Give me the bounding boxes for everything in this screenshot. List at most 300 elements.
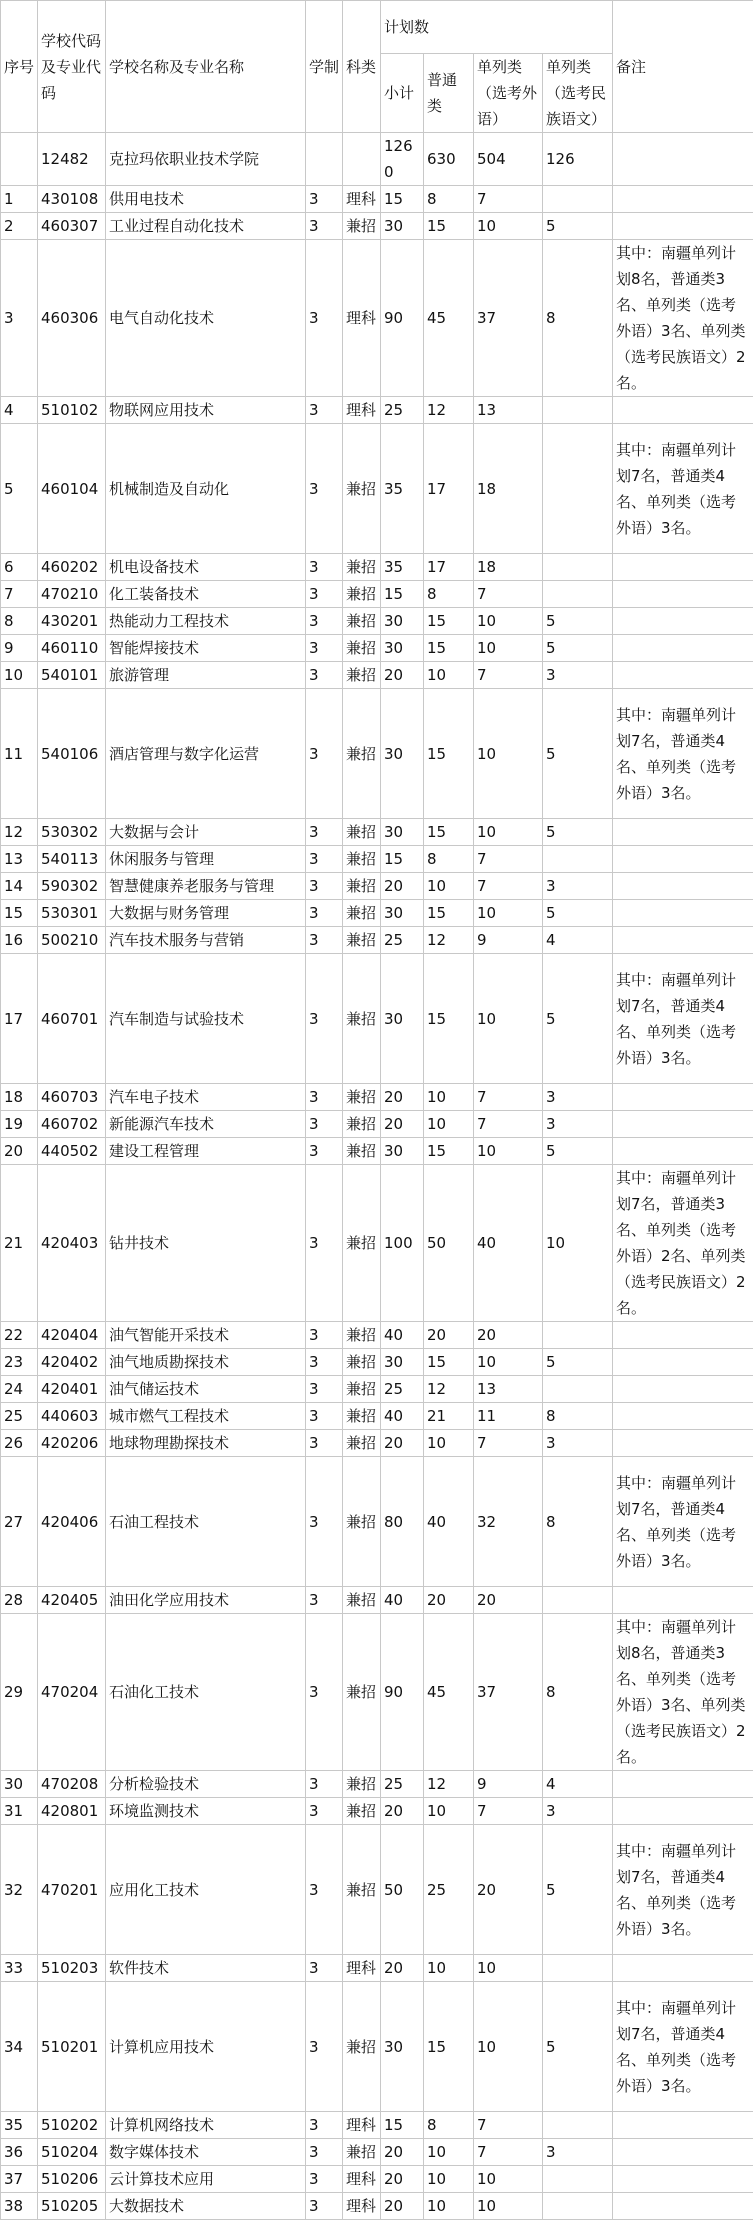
cell-subject: 兼招 [343, 1349, 381, 1376]
cell-remark [613, 819, 753, 846]
header-subject: 科类 [343, 1, 381, 133]
cell-general: 8 [424, 186, 474, 213]
cell-subtotal: 30 [381, 1349, 424, 1376]
cell-foreign: 7 [474, 1798, 543, 1825]
cell-code: 510205 [38, 2193, 106, 2220]
cell-foreign: 7 [474, 1111, 543, 1138]
cell-remark: 其中：南疆单列计划7名，普通类4名、单列类（选考外语）3名。 [613, 954, 753, 1084]
school-remark [613, 133, 753, 186]
table-row [1, 2139, 753, 2166]
cell-general: 15 [424, 954, 474, 1084]
cell-foreign: 7 [474, 1430, 543, 1457]
cell-subject: 兼招 [343, 1084, 381, 1111]
cell-subtotal: 20 [381, 2139, 424, 2166]
cell-foreign: 7 [474, 662, 543, 689]
header-general: 普通类 [424, 54, 474, 133]
cell-ethnic: 5 [543, 689, 613, 819]
cell-remark: 其中：南疆单列计划7名，普通类4名、单列类（选考外语）3名。 [613, 1825, 753, 1955]
cell-general: 12 [424, 1771, 474, 1798]
cell-duration: 3 [306, 927, 343, 954]
cell-duration: 3 [306, 1322, 343, 1349]
cell-ethnic: 3 [543, 1111, 613, 1138]
cell-code: 460702 [38, 1111, 106, 1138]
cell-name: 智慧健康养老服务与管理 [106, 873, 306, 900]
cell-name: 智能焊接技术 [106, 635, 306, 662]
table-row [1, 1587, 753, 1614]
cell-duration: 3 [306, 1165, 343, 1322]
cell-general: 15 [424, 1982, 474, 2112]
cell-code: 470201 [38, 1825, 106, 1955]
cell-subject: 兼招 [343, 846, 381, 873]
cell-ethnic: 5 [543, 635, 613, 662]
cell-foreign: 7 [474, 186, 543, 213]
table-row [1, 635, 753, 662]
table-row [1, 1322, 753, 1349]
table-row [1, 1349, 753, 1376]
cell-duration: 3 [306, 1614, 343, 1771]
cell-general: 8 [424, 846, 474, 873]
table-row [1, 608, 753, 635]
cell-general: 17 [424, 554, 474, 581]
cell-subject: 兼招 [343, 581, 381, 608]
cell-code: 510201 [38, 1982, 106, 2112]
cell-name: 油田化学应用技术 [106, 1587, 306, 1614]
cell-seq: 35 [1, 2112, 38, 2139]
header-plan: 计划数 [381, 1, 613, 54]
cell-name: 休闲服务与管理 [106, 846, 306, 873]
cell-ethnic: 5 [543, 900, 613, 927]
cell-remark [613, 662, 753, 689]
cell-duration: 3 [306, 581, 343, 608]
cell-ethnic: 5 [543, 819, 613, 846]
cell-duration: 3 [306, 1771, 343, 1798]
cell-remark: 其中：南疆单列计划8名，普通类3名、单列类（选考外语）3名、单列类（选考民族语文）2名。 [613, 1614, 753, 1771]
cell-foreign: 32 [474, 1457, 543, 1587]
cell-seq: 31 [1, 1798, 38, 1825]
table-row [1, 1614, 753, 1771]
cell-code: 500210 [38, 927, 106, 954]
cell-code: 420801 [38, 1798, 106, 1825]
cell-seq: 34 [1, 1982, 38, 2112]
table-row [1, 954, 753, 1084]
cell-remark: 其中：南疆单列计划7名，普通类4名、单列类（选考外语）3名。 [613, 689, 753, 819]
table-row [1, 1430, 753, 1457]
cell-subtotal: 20 [381, 1955, 424, 1982]
cell-subtotal: 30 [381, 689, 424, 819]
cell-general: 40 [424, 1457, 474, 1587]
cell-foreign: 37 [474, 1614, 543, 1771]
cell-subject: 兼招 [343, 927, 381, 954]
cell-name: 旅游管理 [106, 662, 306, 689]
table-row [1, 213, 753, 240]
cell-subject: 理科 [343, 2112, 381, 2139]
cell-subtotal: 40 [381, 1587, 424, 1614]
table-row [1, 1798, 753, 1825]
cell-subtotal: 20 [381, 1798, 424, 1825]
cell-foreign: 40 [474, 1165, 543, 1322]
cell-subject: 理科 [343, 186, 381, 213]
cell-general: 45 [424, 240, 474, 397]
cell-code: 540113 [38, 846, 106, 873]
cell-remark [613, 608, 753, 635]
cell-code: 420402 [38, 1349, 106, 1376]
header-row-1 [1, 1, 753, 54]
table-row [1, 1955, 753, 1982]
cell-code: 510102 [38, 397, 106, 424]
cell-subtotal: 15 [381, 846, 424, 873]
cell-foreign: 9 [474, 1771, 543, 1798]
table-row [1, 1165, 753, 1322]
cell-subject: 兼招 [343, 662, 381, 689]
cell-ethnic: 8 [543, 1457, 613, 1587]
cell-subtotal: 25 [381, 397, 424, 424]
header-foreign: 单列类（选考外语） [474, 54, 543, 133]
school-subject [343, 133, 381, 186]
cell-seq: 16 [1, 927, 38, 954]
cell-code: 590302 [38, 873, 106, 900]
table-row [1, 1403, 753, 1430]
cell-general: 50 [424, 1165, 474, 1322]
cell-remark: 其中：南疆单列计划8名，普通类3名、单列类（选考外语）3名、单列类（选考民族语文）2名。 [613, 240, 753, 397]
cell-code: 430201 [38, 608, 106, 635]
cell-general: 10 [424, 1084, 474, 1111]
table-row [1, 424, 753, 554]
cell-foreign: 7 [474, 846, 543, 873]
cell-subject: 兼招 [343, 554, 381, 581]
school-duration [306, 133, 343, 186]
cell-ethnic [543, 2112, 613, 2139]
cell-name: 化工装备技术 [106, 581, 306, 608]
cell-seq: 3 [1, 240, 38, 397]
cell-ethnic: 8 [543, 1614, 613, 1771]
cell-duration: 3 [306, 2139, 343, 2166]
cell-general: 15 [424, 213, 474, 240]
cell-code: 470208 [38, 1771, 106, 1798]
cell-foreign: 10 [474, 954, 543, 1084]
cell-remark [613, 213, 753, 240]
cell-foreign: 10 [474, 2166, 543, 2193]
cell-duration: 3 [306, 1457, 343, 1587]
cell-name: 机电设备技术 [106, 554, 306, 581]
cell-name: 油气智能开采技术 [106, 1322, 306, 1349]
cell-subtotal: 90 [381, 1614, 424, 1771]
cell-ethnic: 8 [543, 1403, 613, 1430]
cell-subtotal: 20 [381, 2166, 424, 2193]
cell-general: 15 [424, 608, 474, 635]
cell-subject: 兼招 [343, 1376, 381, 1403]
cell-seq: 22 [1, 1322, 38, 1349]
cell-remark [613, 1111, 753, 1138]
cell-foreign: 10 [474, 213, 543, 240]
cell-foreign: 7 [474, 2139, 543, 2166]
school-name: 克拉玛依职业技术学院 [106, 133, 306, 186]
school-row [1, 133, 753, 186]
cell-remark: 其中：南疆单列计划7名，普通类3名、单列类（选考外语）2名、单列类（选考民族语文）2名。 [613, 1165, 753, 1322]
cell-foreign: 37 [474, 240, 543, 397]
cell-remark: 其中：南疆单列计划7名，普通类4名、单列类（选考外语）3名。 [613, 1982, 753, 2112]
cell-foreign: 10 [474, 635, 543, 662]
cell-subtotal: 20 [381, 662, 424, 689]
cell-code: 420206 [38, 1430, 106, 1457]
cell-subject: 兼招 [343, 1614, 381, 1771]
cell-duration: 3 [306, 1349, 343, 1376]
cell-subtotal: 50 [381, 1825, 424, 1955]
cell-remark [613, 554, 753, 581]
cell-duration: 3 [306, 2112, 343, 2139]
cell-ethnic [543, 1955, 613, 1982]
cell-foreign: 20 [474, 1825, 543, 1955]
cell-general: 12 [424, 927, 474, 954]
cell-ethnic: 5 [543, 1982, 613, 2112]
cell-general: 10 [424, 1955, 474, 1982]
cell-foreign: 9 [474, 927, 543, 954]
cell-ethnic: 5 [543, 1825, 613, 1955]
cell-foreign: 7 [474, 2112, 543, 2139]
cell-subtotal: 20 [381, 1084, 424, 1111]
cell-name: 电气自动化技术 [106, 240, 306, 397]
cell-seq: 6 [1, 554, 38, 581]
cell-seq: 4 [1, 397, 38, 424]
cell-seq: 21 [1, 1165, 38, 1322]
cell-code: 430108 [38, 186, 106, 213]
cell-code: 470204 [38, 1614, 106, 1771]
cell-subtotal: 30 [381, 900, 424, 927]
cell-name: 大数据与会计 [106, 819, 306, 846]
cell-subject: 兼招 [343, 1982, 381, 2112]
cell-subtotal: 15 [381, 186, 424, 213]
cell-ethnic: 3 [543, 1798, 613, 1825]
cell-ethnic [543, 554, 613, 581]
cell-foreign: 20 [474, 1587, 543, 1614]
cell-seq: 9 [1, 635, 38, 662]
cell-seq: 29 [1, 1614, 38, 1771]
cell-general: 10 [424, 1111, 474, 1138]
table-row [1, 186, 753, 213]
cell-name: 数字媒体技术 [106, 2139, 306, 2166]
cell-general: 10 [424, 2166, 474, 2193]
table-row [1, 1771, 753, 1798]
cell-code: 510202 [38, 2112, 106, 2139]
cell-remark [613, 581, 753, 608]
cell-name: 汽车制造与试验技术 [106, 954, 306, 1084]
cell-duration: 3 [306, 186, 343, 213]
cell-name: 建设工程管理 [106, 1138, 306, 1165]
cell-duration: 3 [306, 635, 343, 662]
cell-remark [613, 1322, 753, 1349]
cell-subtotal: 15 [381, 2112, 424, 2139]
cell-code: 540101 [38, 662, 106, 689]
cell-code: 470210 [38, 581, 106, 608]
cell-subtotal: 35 [381, 554, 424, 581]
cell-ethnic [543, 397, 613, 424]
cell-duration: 3 [306, 1084, 343, 1111]
cell-duration: 3 [306, 1798, 343, 1825]
cell-subject: 兼招 [343, 424, 381, 554]
cell-duration: 3 [306, 1376, 343, 1403]
cell-seq: 27 [1, 1457, 38, 1587]
cell-seq: 18 [1, 1084, 38, 1111]
cell-seq: 24 [1, 1376, 38, 1403]
cell-seq: 28 [1, 1587, 38, 1614]
cell-code: 510203 [38, 1955, 106, 1982]
cell-general: 15 [424, 635, 474, 662]
cell-code: 460703 [38, 1084, 106, 1111]
cell-subtotal: 40 [381, 1322, 424, 1349]
cell-subtotal: 20 [381, 1111, 424, 1138]
cell-general: 15 [424, 689, 474, 819]
cell-general: 10 [424, 2139, 474, 2166]
cell-seq: 33 [1, 1955, 38, 1982]
cell-name: 计算机网络技术 [106, 2112, 306, 2139]
cell-name: 应用化工技术 [106, 1825, 306, 1955]
cell-seq: 37 [1, 2166, 38, 2193]
cell-code: 460202 [38, 554, 106, 581]
cell-code: 420403 [38, 1165, 106, 1322]
cell-remark [613, 1771, 753, 1798]
cell-foreign: 13 [474, 397, 543, 424]
cell-subtotal: 20 [381, 1430, 424, 1457]
cell-name: 油气地质勘探技术 [106, 1349, 306, 1376]
cell-subtotal: 40 [381, 1403, 424, 1430]
table-row [1, 1825, 753, 1955]
cell-general: 15 [424, 819, 474, 846]
table-row [1, 2112, 753, 2139]
cell-general: 12 [424, 397, 474, 424]
cell-code: 440502 [38, 1138, 106, 1165]
cell-duration: 3 [306, 213, 343, 240]
school-ethnic: 126 [543, 133, 613, 186]
cell-duration: 3 [306, 240, 343, 397]
cell-remark [613, 1138, 753, 1165]
table-row [1, 1084, 753, 1111]
cell-remark [613, 2139, 753, 2166]
cell-ethnic: 10 [543, 1165, 613, 1322]
cell-ethnic [543, 1322, 613, 1349]
cell-subtotal: 25 [381, 927, 424, 954]
cell-general: 15 [424, 900, 474, 927]
cell-ethnic: 3 [543, 1430, 613, 1457]
cell-subject: 兼招 [343, 1322, 381, 1349]
cell-seq: 23 [1, 1349, 38, 1376]
header-remark: 备注 [613, 1, 753, 133]
table-row [1, 1111, 753, 1138]
cell-subtotal: 30 [381, 608, 424, 635]
cell-seq: 14 [1, 873, 38, 900]
cell-name: 石油化工技术 [106, 1614, 306, 1771]
header-subtotal: 小计 [381, 54, 424, 133]
cell-subject: 兼招 [343, 1111, 381, 1138]
cell-ethnic: 3 [543, 662, 613, 689]
cell-seq: 19 [1, 1111, 38, 1138]
cell-duration: 3 [306, 1825, 343, 1955]
table-row [1, 554, 753, 581]
cell-subject: 理科 [343, 1955, 381, 1982]
cell-name: 环境监测技术 [106, 1798, 306, 1825]
cell-seq: 26 [1, 1430, 38, 1457]
cell-subject: 兼招 [343, 1165, 381, 1322]
cell-seq: 17 [1, 954, 38, 1084]
table-row [1, 900, 753, 927]
cell-subject: 兼招 [343, 873, 381, 900]
cell-subject: 理科 [343, 2166, 381, 2193]
cell-duration: 3 [306, 2193, 343, 2220]
cell-name: 大数据与财务管理 [106, 900, 306, 927]
cell-general: 45 [424, 1614, 474, 1771]
cell-subject: 兼招 [343, 1403, 381, 1430]
school-subtotal: 1260 [381, 133, 424, 186]
table-row [1, 873, 753, 900]
cell-duration: 3 [306, 1430, 343, 1457]
cell-duration: 3 [306, 1587, 343, 1614]
cell-remark [613, 1376, 753, 1403]
cell-seq: 13 [1, 846, 38, 873]
cell-name: 地球物理勘探技术 [106, 1430, 306, 1457]
cell-foreign: 10 [474, 900, 543, 927]
cell-remark [613, 186, 753, 213]
cell-subject: 理科 [343, 397, 381, 424]
cell-duration: 3 [306, 1403, 343, 1430]
cell-general: 8 [424, 2112, 474, 2139]
cell-seq: 15 [1, 900, 38, 927]
cell-duration: 3 [306, 608, 343, 635]
cell-code: 540106 [38, 689, 106, 819]
cell-foreign: 10 [474, 1349, 543, 1376]
cell-code: 530302 [38, 819, 106, 846]
cell-name: 酒店管理与数字化运营 [106, 689, 306, 819]
table-row [1, 927, 753, 954]
cell-ethnic [543, 581, 613, 608]
cell-duration: 3 [306, 1982, 343, 2112]
cell-foreign: 18 [474, 554, 543, 581]
cell-subject: 兼招 [343, 213, 381, 240]
cell-name: 石油工程技术 [106, 1457, 306, 1587]
cell-seq: 25 [1, 1403, 38, 1430]
cell-code: 420404 [38, 1322, 106, 1349]
header-code: 学校代码及专业代码 [38, 1, 106, 133]
cell-subtotal: 30 [381, 213, 424, 240]
cell-code: 420405 [38, 1587, 106, 1614]
header-ethnic: 单列类（选考民族语文） [543, 54, 613, 133]
cell-general: 10 [424, 873, 474, 900]
cell-subject: 兼招 [343, 1825, 381, 1955]
cell-remark [613, 635, 753, 662]
cell-remark [613, 2112, 753, 2139]
cell-subtotal: 80 [381, 1457, 424, 1587]
cell-subject: 理科 [343, 2193, 381, 2220]
cell-general: 17 [424, 424, 474, 554]
school-code: 12482 [38, 133, 106, 186]
cell-remark [613, 1403, 753, 1430]
cell-general: 10 [424, 1798, 474, 1825]
cell-name: 工业过程自动化技术 [106, 213, 306, 240]
cell-ethnic: 3 [543, 1084, 613, 1111]
cell-remark [613, 846, 753, 873]
cell-seq: 38 [1, 2193, 38, 2220]
table-row [1, 819, 753, 846]
cell-name: 供用电技术 [106, 186, 306, 213]
cell-general: 15 [424, 1349, 474, 1376]
cell-subject: 兼招 [343, 608, 381, 635]
cell-seq: 10 [1, 662, 38, 689]
cell-code: 440603 [38, 1403, 106, 1430]
table-row [1, 1457, 753, 1587]
cell-remark [613, 397, 753, 424]
cell-general: 10 [424, 662, 474, 689]
cell-ethnic: 5 [543, 1349, 613, 1376]
cell-remark [613, 873, 753, 900]
cell-foreign: 7 [474, 581, 543, 608]
cell-ethnic: 5 [543, 954, 613, 1084]
